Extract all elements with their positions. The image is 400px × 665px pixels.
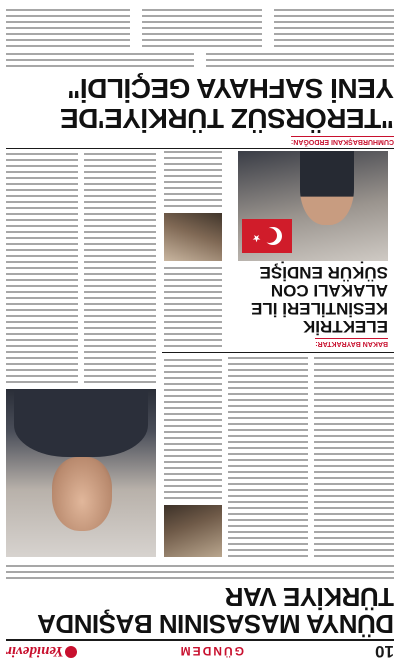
column-rule [6,148,394,149]
publication-logo [6,642,78,660]
logo-mark-icon [66,646,78,658]
portrait-photo [6,389,156,557]
portrait-figure [14,389,148,457]
publication-name: Yenidevir [6,643,64,659]
top-headline: DÜNYA MASASININ BAŞINDA TÜRKİYE VAR [38,582,394,639]
masthead [6,639,394,661]
body-column [314,357,394,557]
section-name: GÜNDEM [178,644,244,658]
news-photo [164,213,222,261]
ceremony-photo [238,151,388,261]
body-column [164,267,222,347]
body-column [274,5,394,47]
bottom-story-kicker: CUMHURBAŞKANI ERDOĞAN: [290,138,394,145]
news-photo [164,505,222,557]
column-rule [162,352,394,353]
middle-headline: ELEKTRİK KESİNTİLERİ İLE ALAKALI CON SÜKÜR ENDİŞE [251,263,388,336]
portrait-head [52,457,112,531]
speaker-figure [300,151,354,225]
body-column [142,5,262,47]
star-icon: ★ [252,232,261,243]
body-column [6,5,130,47]
body-column [228,357,308,557]
top-story-deck [6,565,394,579]
body-column [6,53,194,67]
body-column [6,153,78,383]
body-column [84,153,156,383]
body-column [164,357,222,499]
middle-story-kicker: BAKAN BAYRAKTAR: [315,340,388,347]
body-column [206,53,394,67]
body-column [164,151,222,207]
bottom-headline: "TERÖRSÜZ TÜRKİYE'DE YENİ SAFHAYA GEÇİLDİ" [60,73,394,134]
page-number: 10 [375,642,394,661]
